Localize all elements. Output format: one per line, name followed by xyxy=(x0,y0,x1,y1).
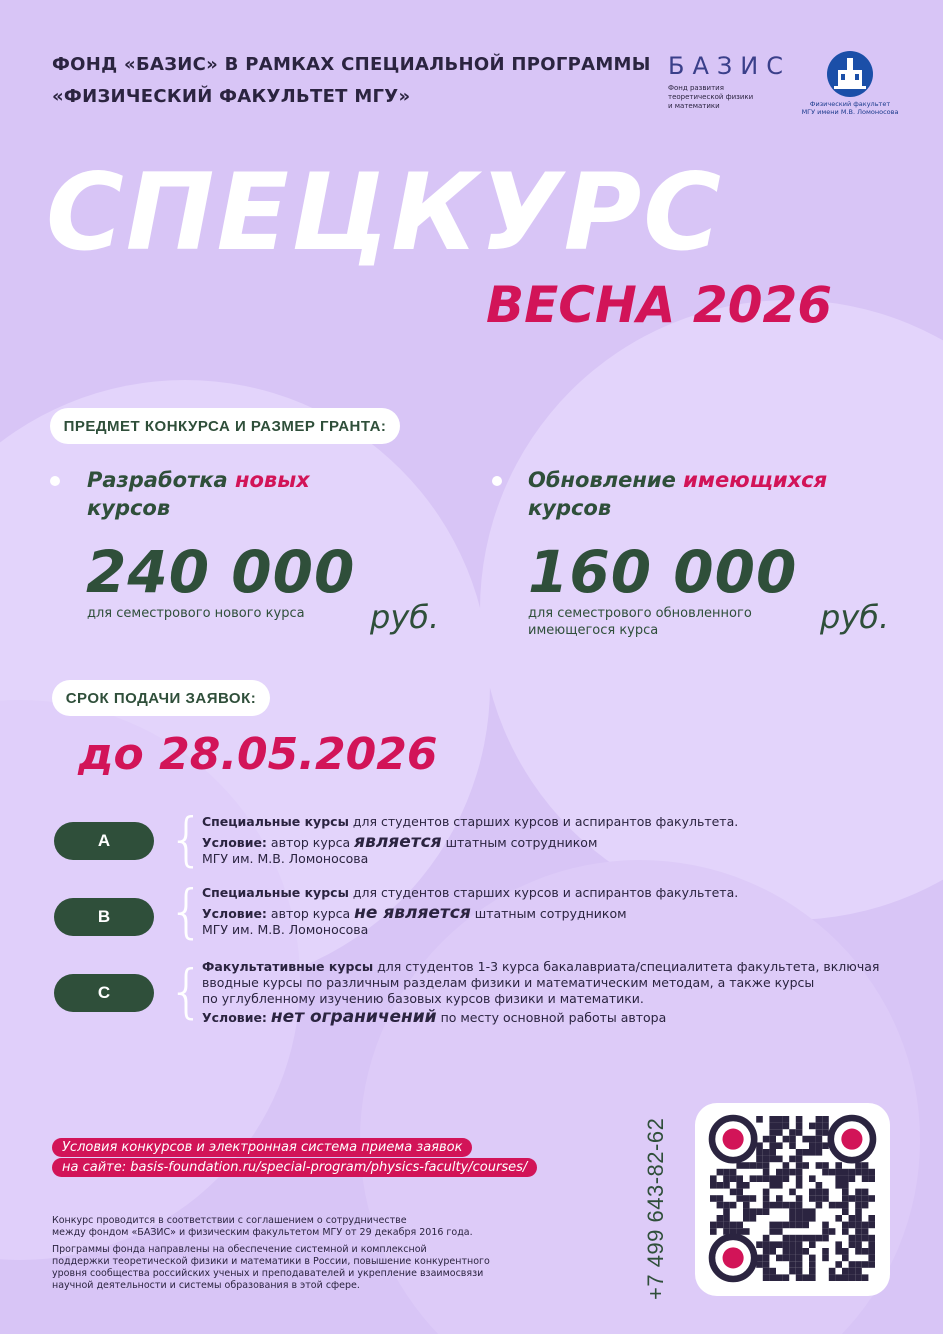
phone-number[interactable]: +7 499 643-82-62 xyxy=(643,1117,668,1300)
bullet-icon xyxy=(492,476,502,486)
category-c-text: Факультативные курсы для студентов 1-3 курса бакалавриата/специалитета факультета, включая вводные курсы по различным разделам физики и математическим методам, а также курсы по углубленному изучению базовых курсов физики и математики. Условие: нет ограничений по месту основной работы автора xyxy=(202,959,880,1027)
footnote-mission: Программы фонда направлены на обеспечение системной и комплексной поддержки теоретической физики и математики в России, повышение конкурентного уровня сообщества российских ученых и преподавателей и укрепление взаимосвязи научной деятельности и системы образования в этой сфере. xyxy=(52,1244,490,1291)
category-a-text: Специальные курсы для студентов старших курсов и аспирантов факультета. Условие: автор курса является штатным сотрудником МГУ им. М.В. Ломоносова xyxy=(202,814,739,866)
msu-physics-logo xyxy=(800,50,900,116)
currency-update: руб. xyxy=(820,598,890,636)
basis-logo xyxy=(668,52,798,111)
qr-code-icon xyxy=(695,1103,890,1296)
grant-amount-new: 240 000 xyxy=(86,538,356,606)
brace-icon: { xyxy=(168,957,205,1025)
grant-desc-update: для семестрового обновленного имеющегося курса xyxy=(528,606,752,638)
basis-sub-line: Фонд развития xyxy=(668,84,724,92)
header-line-2: «ФИЗИЧЕСКИЙ ФАКУЛЬТЕТ МГУ» xyxy=(52,86,411,107)
basis-sub-line: и математики xyxy=(668,102,720,110)
bullet-icon xyxy=(50,476,60,486)
page-subtitle: ВЕСНА 2026 xyxy=(486,276,833,334)
category-b-badge: B xyxy=(54,898,154,936)
page-title: СПЕЦКУРС xyxy=(46,151,724,274)
currency-new: руб. xyxy=(370,598,440,636)
brace-icon: { xyxy=(168,805,205,873)
grant-heading-accent: новых xyxy=(234,468,310,492)
grant-heading-update: Обновление имеющихся курсов xyxy=(528,468,828,520)
conditions-banner-line-1: Условия конкурсов и электронная система приема заявок xyxy=(52,1138,472,1157)
deadline-label: СРОК ПОДАЧИ ЗАЯВОК: xyxy=(52,680,270,716)
footnote-agreement: Конкурс проводится в соответствии с соглашением о сотрудничестве между фондом «БАЗИС» и физическим факультетом МГУ от 29 декабря 2016 года. xyxy=(52,1215,473,1238)
qr-code[interactable] xyxy=(695,1103,890,1296)
grant-amount-update: 160 000 xyxy=(528,538,798,606)
grant-heading-new: Разработка новых курсов xyxy=(87,468,310,520)
subject-label: ПРЕДМЕТ КОНКУРСА И РАЗМЕР ГРАНТА: xyxy=(50,408,400,444)
category-a-badge: A xyxy=(54,822,154,860)
deadline-date: до 28.05.2026 xyxy=(78,729,438,780)
basis-sub-line: теоретической физики xyxy=(668,93,754,101)
msu-sub-line: Физический факультет xyxy=(809,100,891,108)
grant-heading-accent: имеющихся xyxy=(683,468,828,492)
grant-desc-new: для семестрового нового курса xyxy=(87,606,305,621)
category-b-text: Специальные курсы для студентов старших курсов и аспирантов факультета. Условие: автор курса не является штатным сотрудником МГУ им. М.В. Ломоносова xyxy=(202,885,739,937)
conditions-banner-link[interactable]: на сайте: basis-foundation.ru/special-program/physics-faculty/courses/ xyxy=(52,1158,537,1177)
msu-emblem-icon xyxy=(826,50,874,98)
header-line-1: ФОНД «БАЗИС» В РАМКАХ СПЕЦИАЛЬНОЙ ПРОГРАММЫ xyxy=(52,54,651,75)
category-c-badge: C xyxy=(54,974,154,1012)
basis-logo-name: БАЗИС xyxy=(668,52,791,80)
msu-sub-line: МГУ имени М.В. Ломоносова xyxy=(801,108,899,116)
brace-icon: { xyxy=(168,877,205,945)
